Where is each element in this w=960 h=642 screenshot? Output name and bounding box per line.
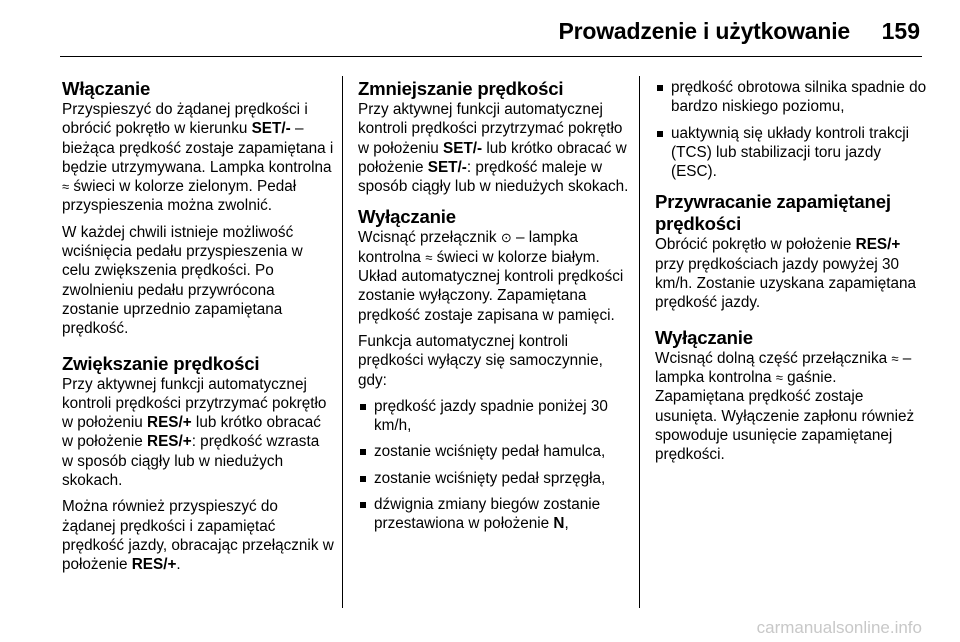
section-heading-decrease: Zmniejszanie prędkości [358, 78, 564, 99]
page-title: Prowadzenie i użytkowanie [558, 18, 850, 44]
cruise-control-lamp-icon: ≈ [775, 369, 783, 385]
page-number: 159 [881, 18, 920, 44]
section-heading-disable: Wyłączanie [358, 206, 456, 228]
paragraph: Przy aktywnej funkcji automatycznej kontroli prędkości przytrzymać pokrętło w położeniu SET/- lub krótko obracać w położenie SET/-: prędkość maleje w sposób ciągły lub w niedużych skokach. [358, 101, 629, 196]
column-1 [62, 78, 334, 582]
list-item: uaktywnią się układy kontroli trakcji (TCS) lub stabilizacji toru jazdy (ESC). [655, 124, 927, 182]
header-divider [60, 56, 922, 57]
watermark: carmanualsonline.info [756, 618, 922, 637]
paragraph: Wcisnąć dolną część przełącznika ≈ – lampka kontrolna ≈ gaśnie. Zapamiętana prędkość zostaje usunięta. Wyłączenie zapłonu również spowoduje usunięcie zapamiętanej prędkości. [655, 349, 915, 464]
column-2 [358, 78, 630, 541]
paragraph: Przyspieszyć do żądanej prędkości i obrócić pokrętło w kierunku SET/- – bieżąca prędkość zostaje zapamiętana i będzie utrzymywana. Lampka kontrolna ≈ świeci w kolorze zielonym. Pedał przyspieszenia można zwolnić. [62, 101, 334, 215]
paragraph: Wcisnąć przełącznik ⊙ – lampka kontrolna ≈ świeci w kolorze białym. Układ automatycznej kontroli prędkości zostanie wyłączony. Zapamiętana prędkość zostaje zapisana w pamięci. [358, 229, 624, 324]
list-item: zostanie wciśnięty pedał hamulca, [358, 442, 630, 461]
cruise-control-lamp-icon: ≈ [62, 179, 70, 195]
paragraph: W każdej chwili istnieje możliwość wciśnięcia pedału przyspieszenia w celu zwiększenia prędkości. Po zwolnieniu pedału przywrócona zostanie uprzednio zapamiętana prędkość. [62, 223, 303, 338]
cruise-switch-icon: ⊙ [500, 230, 512, 246]
column-divider [639, 76, 640, 608]
condition-list [655, 78, 927, 181]
list-item: prędkość jazdy spadnie poniżej 30 km/h, [358, 397, 630, 436]
section-heading-enable: Włączanie [62, 78, 151, 99]
cruise-control-lamp-icon: ≈ [891, 350, 899, 366]
cruise-control-lamp-icon: ≈ [425, 249, 433, 265]
paragraph: Obrócić pokrętło w położenie RES/+ przy prędkościach jazdy powyżej 30 km/h. Zostanie uzyskana zapamiętana prędkość jazdy. [655, 236, 917, 312]
paragraph: Funkcja automatycznej kontroli prędkości wyłączy się samoczynnie, gdy: [358, 332, 603, 389]
section-heading-increase: Zwiększanie prędkości [62, 352, 260, 374]
list-item: prędkość obrotowa silnika spadnie do bardzo niskiego poziomu, [655, 78, 927, 117]
section-heading-off: Wyłączanie [655, 326, 753, 348]
section-heading-resume: Przywracanie zapamiętanej prędkości [655, 191, 891, 235]
list-item: dźwignia zmiany biegów zostanie przestawiona w położenie N, [358, 495, 630, 534]
condition-list [358, 397, 630, 534]
paragraph: Przy aktywnej funkcji automatycznej kontroli prędkości przytrzymać pokrętło w położeniu RES/+ lub krótko obracać w położenie RES/+: prędkość wzrasta w sposób ciągły lub w niedużych skokach. [62, 375, 327, 490]
column-divider [342, 76, 343, 608]
column-3 [655, 78, 927, 471]
paragraph: Można również przyspieszyć do żądanej prędkości i zapamiętać prędkość jazdy, obracając przełącznik w położenie RES/+. [62, 498, 334, 574]
page-header [0, 0, 960, 56]
list-item: zostanie wciśnięty pedał sprzęgła, [358, 469, 630, 488]
